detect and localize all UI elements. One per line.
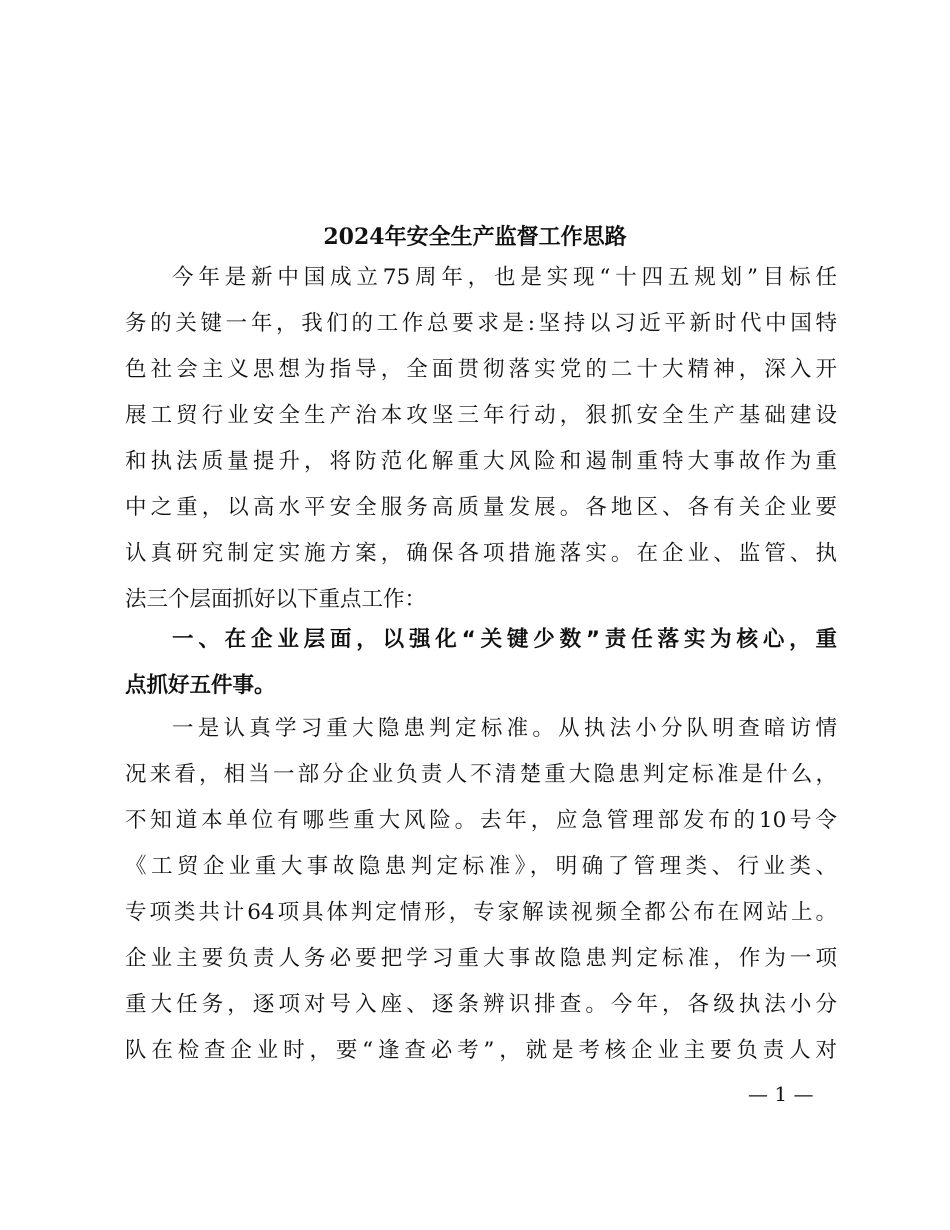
text-line: 《工贸企业重大事故隐患判定标准》，明确了管理类、行业类、 bbox=[125, 854, 837, 879]
section-heading-1 bbox=[125, 617, 837, 709]
text-line: 色社会主义思想为指导，全面贯彻落实党的二十大精神，深入开 bbox=[125, 357, 837, 382]
text-line: 认真研究制定实施方案，确保各项措施落实。在企业、监管、执 bbox=[125, 541, 837, 566]
paragraph-intro bbox=[125, 255, 837, 623]
text-line: 专项类共计64项具体判定情形，专家解读视频全都公布在网站上。 bbox=[125, 900, 837, 925]
heading-line: 点抓好五件事。 bbox=[125, 673, 276, 698]
page-number: — 1 — bbox=[748, 1082, 814, 1106]
text-line: 一是认真学习重大隐患判定标准。从执法小分队明查暗访情 bbox=[172, 716, 837, 741]
text-line: 重大任务，逐项对号入座、逐条辨识排查。今年，各级执法小分 bbox=[125, 992, 837, 1017]
paragraph-item-1 bbox=[125, 706, 837, 1074]
text-line: 不知道本单位有哪些重大风险。去年，应急管理部发布的10号令 bbox=[125, 808, 837, 833]
document-title: 2024年安全生产监督工作思路 bbox=[323, 224, 627, 250]
text-line: 展工贸行业安全生产治本攻坚三年行动，狠抓安全生产基础建设 bbox=[125, 403, 837, 428]
text-line: 中之重，以高水平安全服务高质量发展。各地区、各有关企业要 bbox=[125, 495, 837, 520]
text-line: 企业主要负责人务必要把学习重大事故隐患判定标准，作为一项 bbox=[125, 946, 837, 971]
text-line: 况来看，相当一部分企业负责人不清楚重大隐患判定标准是什么， bbox=[125, 762, 837, 787]
text-line: 务的关键一年，我们的工作总要求是:坚持以习近平新时代中国特 bbox=[125, 311, 837, 336]
text-line: 和执法质量提升，将防范化解重大风险和遏制重特大事故作为重 bbox=[125, 449, 837, 474]
text-line: 法三个层面抓好以下重点工作： bbox=[125, 587, 427, 612]
heading-line: 一、在企业层面，以强化“关键少数”责任落实为核心，重 bbox=[172, 627, 837, 652]
text-line: 队在检查企业时，要“逢查必考”，就是考核企业主要负责人对 bbox=[125, 1038, 837, 1063]
text-line: 今年是新中国成立75周年，也是实现“十四五规划”目标任 bbox=[172, 265, 837, 290]
